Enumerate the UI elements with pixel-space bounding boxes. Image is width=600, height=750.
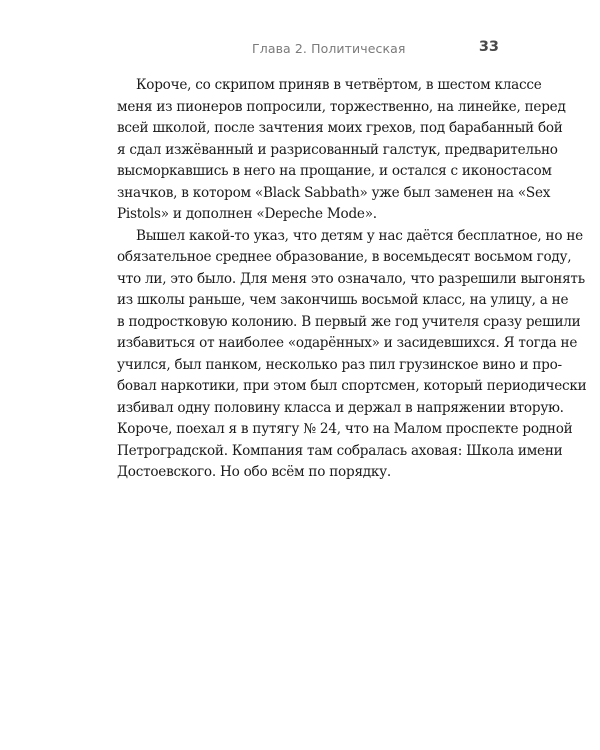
text-line: высморкавшись в него на прощание, и остался с иконостасом [117, 163, 552, 179]
text-line: Короче, поехал я в путягу № 24, что на Малом проспекте родной [117, 421, 573, 437]
text-line: всей школой, после зачтения моих грехов, под барабанный бой [117, 120, 563, 136]
text-line: обязательное среднее образование, в восемьдесят восьмом году, [117, 249, 572, 265]
text-line: в подростковую колонию. В первый же год учителя сразу решили [117, 313, 581, 330]
text-line: Pistols» и дополнен «Depeche Mode». [117, 206, 377, 222]
text-line: я сдал изжёванный и разрисованный галстук, предварительно [117, 141, 558, 158]
text-line: Вышел какой-то указ, что детям у нас даётся бесплатное, но не [136, 227, 583, 244]
text-line: Достоевского. Но обо всём по порядку. [117, 464, 391, 480]
text-line: меня из пионеров попросили, торжественно, на линейке, перед [117, 98, 566, 115]
paragraph [117, 75, 566, 226]
text-line: Короче, со скрипом приняв в четвёртом, в шестом классе [136, 77, 542, 93]
text-line: из школы раньше, чем закончишь восьмой класс, на улицу, а не [117, 292, 569, 308]
text-line: что ли, это было. Для меня это означало, что разрешили выгонять [117, 270, 585, 287]
running-header [114, 39, 499, 61]
chapter-title: Глава 2. Политическая [252, 41, 406, 56]
text-line: учился, был панком, несколько раз пил грузинское вино и про- [117, 356, 562, 373]
text-line: избивал одну половину класса и держал в напряжении вторую. [117, 399, 564, 416]
paragraph [117, 226, 587, 484]
text-line: значков, в котором «Black Sabbath» уже был заменен на «Sex [117, 184, 551, 201]
page-number: 33 [478, 39, 499, 55]
body-text [117, 75, 587, 484]
text-line: Петроградской. Компания там собралась аховая: Школа имени [117, 442, 563, 459]
text-line: бовал наркотики, при этом был спортсмен, который периодически [117, 378, 587, 394]
text-line: избавиться от наиболее «одарённых» и засидевшихся. Я тогда не [117, 335, 578, 351]
